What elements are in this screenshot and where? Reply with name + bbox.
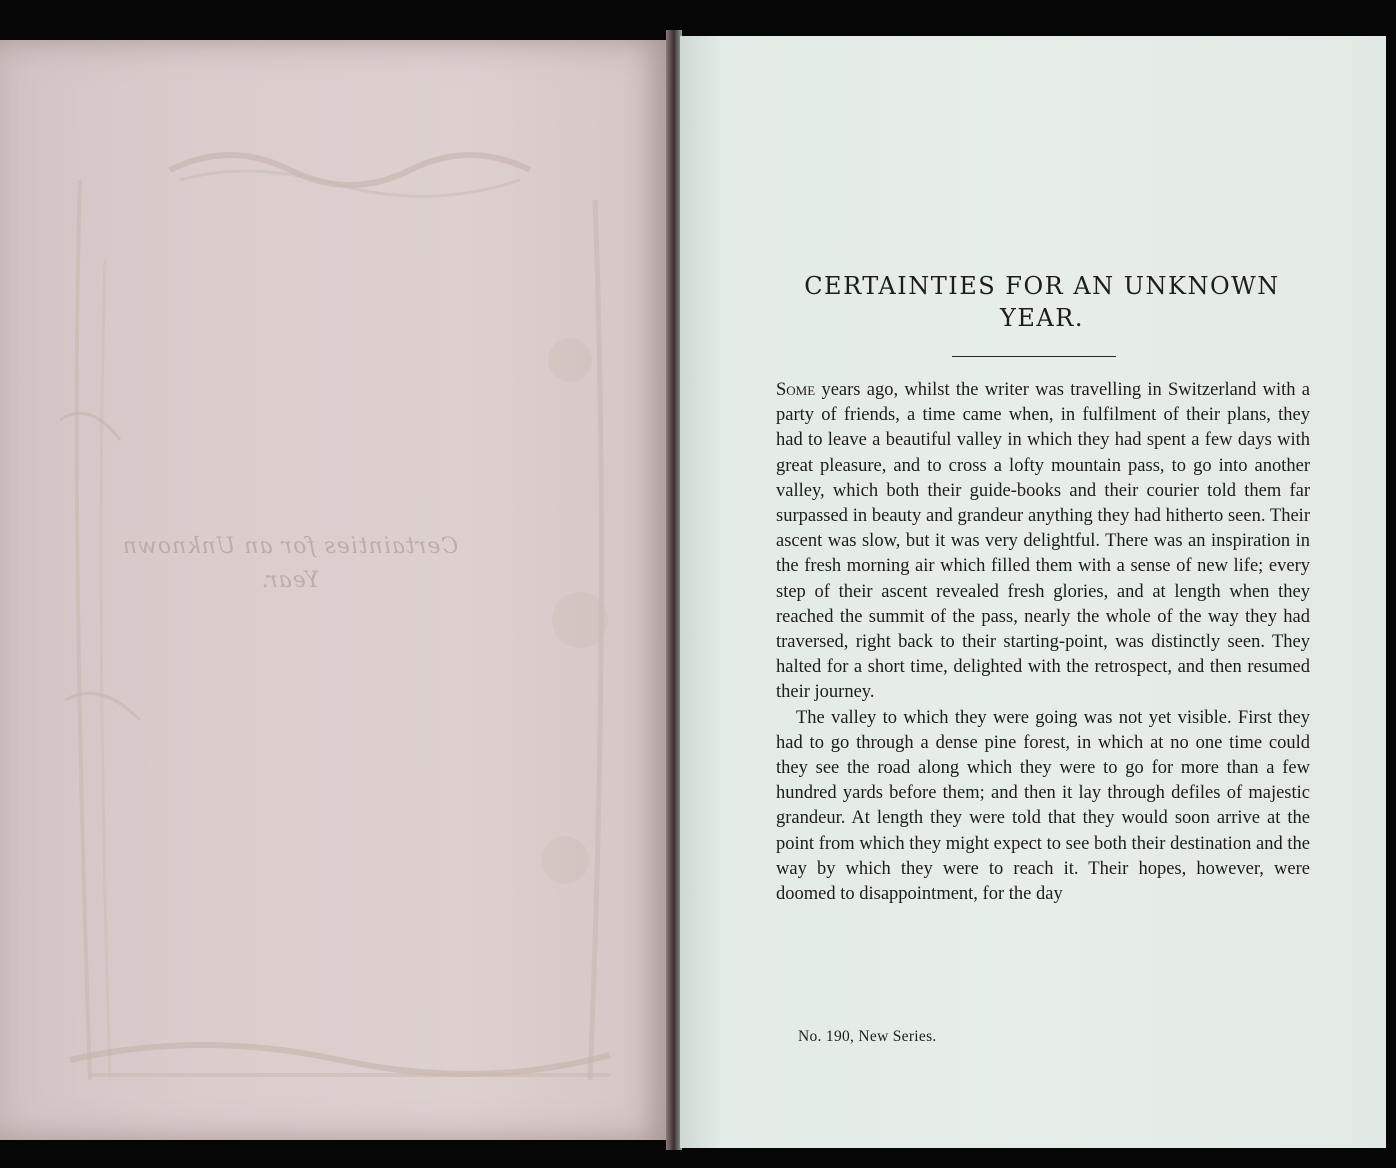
paragraph-2: The valley to which they were going was not yet visible. First they had to go through a dense pine forest, in which at no one time could they see the road along which they were to go for more than a few hundred yards before them; and then it lay through defiles of majestic grandeur. At length they were told that they would soon arrive at the point from which they might expect to see both their destination and the way by which they were to reach it. Their hopes, however, were doomed to disappointment, for the day	[776, 707, 1310, 905]
show-through-title-line2: Year.	[260, 568, 320, 593]
series-footer: No. 190, New Series.	[798, 1028, 937, 1045]
title-rule	[952, 356, 1116, 357]
show-through-title	[100, 530, 480, 598]
drop-lead-word: Some	[776, 380, 816, 400]
right-page	[680, 36, 1386, 1148]
body-text	[776, 378, 1310, 907]
left-page	[0, 40, 668, 1140]
paragraph-1-text: years ago, whilst the writer was travelling in Switzerland with a party of friends, a time came when, in fulfilment of their plans, they had to leave a beautiful valley in which they had spent a few days with great pleasure, and to cross a lofty mountain pass, to go into another valley, which both their guide-books and their courier told them far surpassed in beauty and grandeur anything they had hitherto seen. Their ascent was slow, but it was very delightful. There was an inspiration in the fresh morning air which filled them with a sense of new life; every step of their ascent revealed fresh glories, and at length when they reached the summit of the pass, nearly the whole of the way they had traversed, right back to their starting-point, was distinctly seen. They halted for a short time, delighted with the retrospect, and then resumed their journey.	[776, 380, 1310, 703]
page-title: CERTAINTIES FOR AN UNKNOWN YEAR.	[804, 272, 1280, 332]
show-through-title-line1: Certainties for an Unknown	[121, 534, 459, 559]
paragraph-1	[776, 378, 1310, 706]
